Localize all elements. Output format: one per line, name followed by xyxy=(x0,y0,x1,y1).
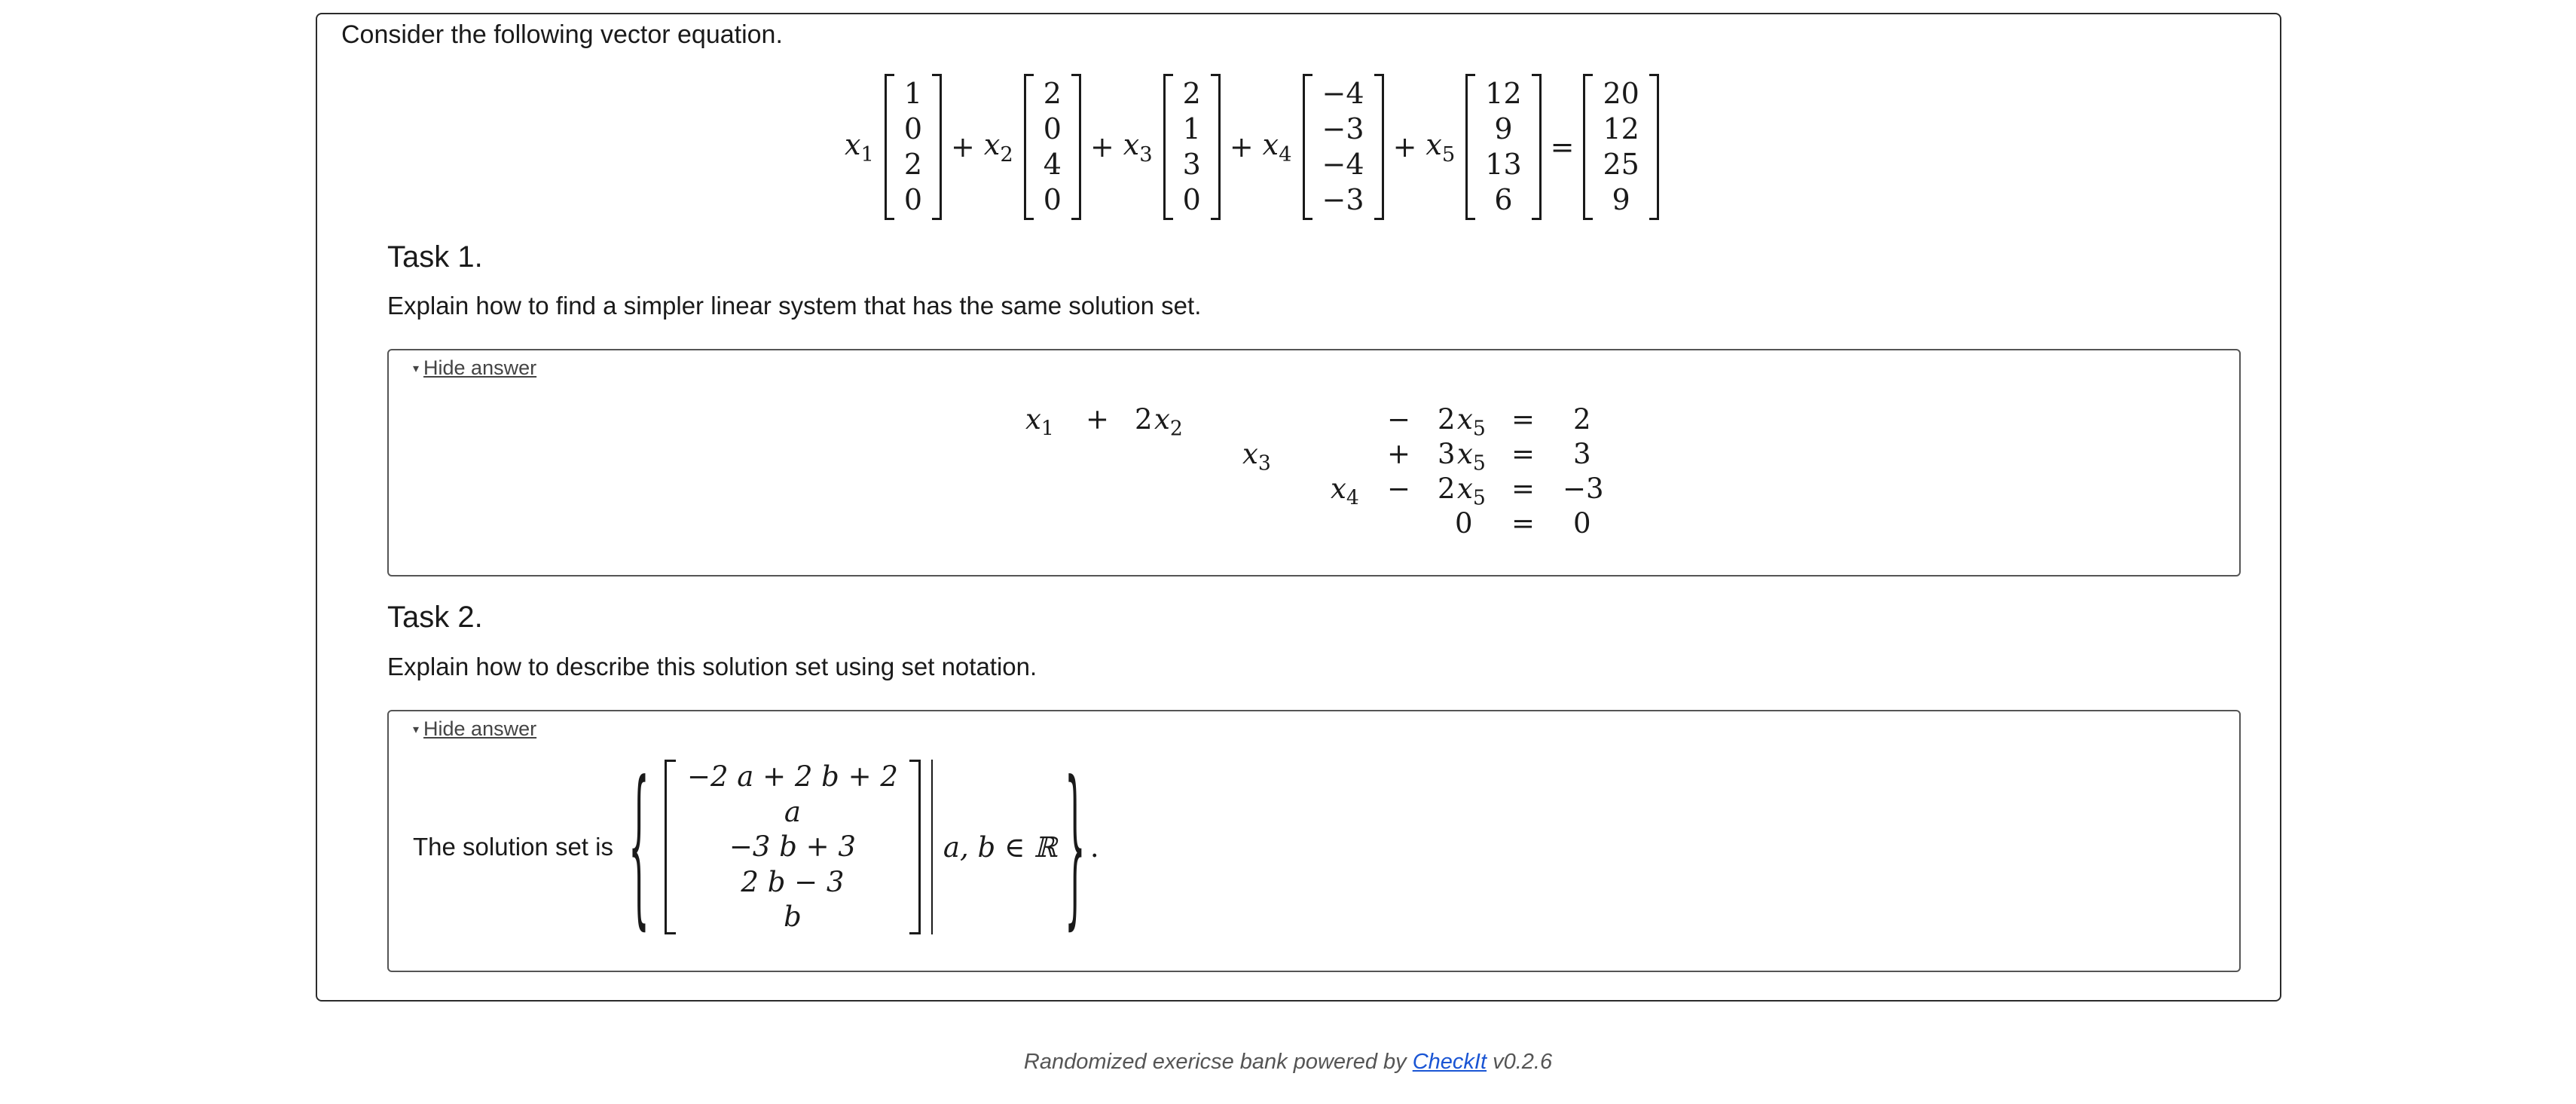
triangle-down-icon: ▾ xyxy=(413,362,420,375)
task2-text: Explain how to describe this solution set using set notation. xyxy=(387,653,1037,680)
term-x4: $x_4$ −4 −3 −4 −3 xyxy=(1263,74,1384,220)
system-row: 0 = 0 xyxy=(1455,507,1591,540)
solution-set-line xyxy=(413,747,1099,947)
column-vector: −4 −3 −4 −3 xyxy=(1303,74,1384,220)
column-vector: 12 9 13 6 xyxy=(1465,74,1541,220)
term-x2: $x_2$ 2 0 4 0 xyxy=(984,74,1081,220)
such-that-bar xyxy=(931,760,933,934)
intro-text: Consider the following vector equation. xyxy=(341,20,783,49)
task1-title: Task 1. xyxy=(387,240,483,274)
solution-set-lead: The solution set is xyxy=(413,833,613,861)
column-vector: 2 0 4 0 xyxy=(1024,74,1081,220)
exercise-card xyxy=(316,13,2281,1002)
rhs-vector: 20 12 25 9 xyxy=(1583,74,1658,220)
term-x1: $x_1$ 1 0 2 0 xyxy=(845,74,942,220)
hide-answer-toggle[interactable]: ▾ Hide answer xyxy=(413,717,537,740)
term-x3: $x_3$ 2 1 3 0 xyxy=(1123,74,1221,220)
solution-vector: −2 a + 2 b + 2 a −3 b + 3 2 b − 3 b xyxy=(665,760,921,934)
reduced-system xyxy=(389,350,2242,578)
hide-answer-toggle[interactable]: ▾ Hide answer xyxy=(413,356,537,379)
set-notation: { −2 a + 2 b + 2 a −3 b + 3 2 b − 3 b a, b ∈ ℝ } . xyxy=(628,747,1099,947)
column-vector: 1 0 2 0 xyxy=(885,74,942,220)
checkit-link[interactable]: CheckIt xyxy=(1412,1050,1487,1074)
task2-answer xyxy=(387,710,2241,972)
footer: Randomized exericse bank powered by CheckIt v0.2.6 xyxy=(1023,1050,1553,1074)
triangle-down-icon: ▾ xyxy=(413,723,420,736)
set-condition: a, b ∈ ℝ xyxy=(943,830,1057,864)
term-x5: $x_5$ 12 9 13 6 xyxy=(1426,74,1541,220)
task2-title: Task 2. xyxy=(387,601,483,634)
vector-equation: $x_1$ 1 0 2 0 + $x_2$ 2 0 4 0 + $x_3$ 2 1 3 0 + $x_4$ −4 −3 −4 −3 + $x_5$ 12 9 13 6 = 20 12 25 9 xyxy=(845,72,1659,222)
system-row: $x_1$ + 2 $x_2$ − 2 $x_5$ = 2 xyxy=(1025,403,1591,441)
system-row: $x_4$ − 2 $x_5$ = −3 xyxy=(1331,472,1604,510)
column-vector: 2 1 3 0 xyxy=(1163,74,1221,220)
system-row: $x_3$ + 3 $x_5$ = 3 xyxy=(1242,438,1591,476)
task1-answer xyxy=(387,349,2241,576)
task1-text: Explain how to find a simpler linear system that has the same solution set. xyxy=(387,292,1202,320)
left-brace: { xyxy=(628,747,649,947)
right-brace: } xyxy=(1064,747,1086,947)
